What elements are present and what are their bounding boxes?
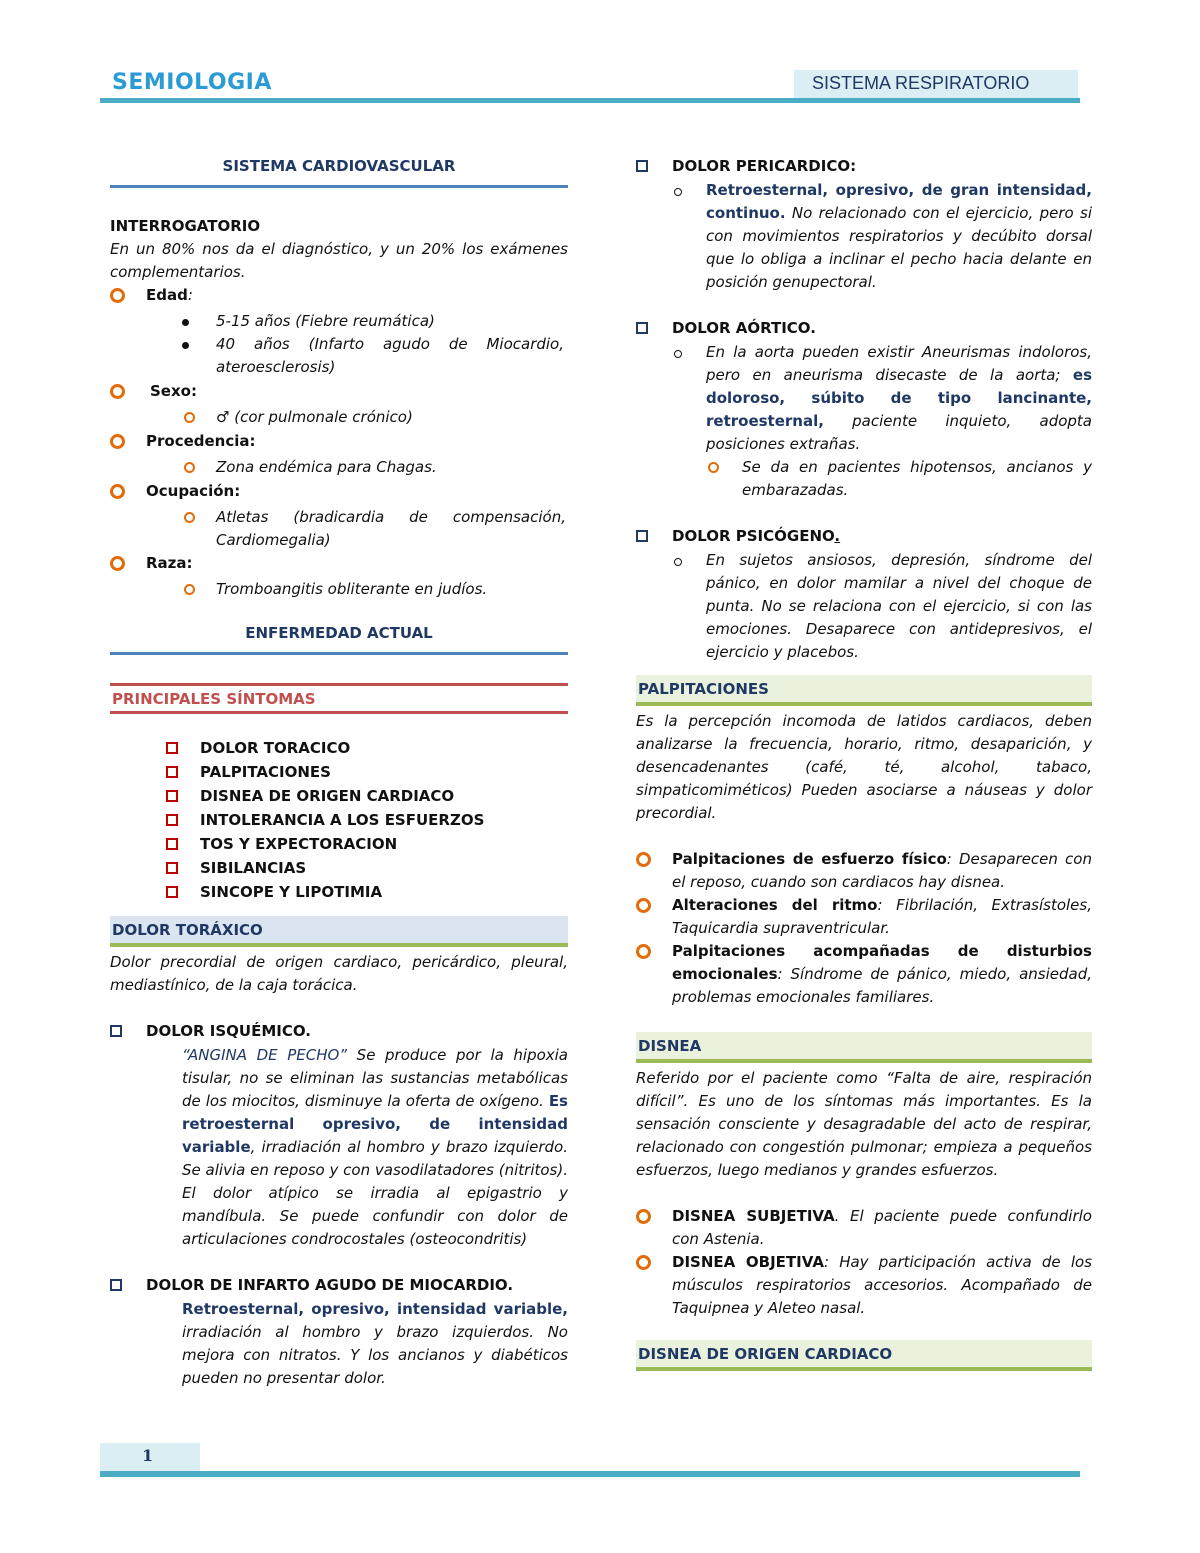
isquemico-heading-row: [110, 1020, 568, 1044]
sintoma-item: [110, 785, 568, 809]
raza-label: Raza:: [146, 554, 193, 572]
pericardico-heading: DOLOR PERICARDICO:: [672, 157, 857, 175]
infarto-heading-row: [110, 1274, 568, 1298]
disnea-item-bold: DISNEA SUBJETIVA: [672, 1207, 835, 1225]
edad-item-1: [110, 310, 568, 333]
isquemico-text-1: Se produce por la hipoxia tisular, no se eliminan las sustancias metabólicas de los miocitos, disminuye la oferta de oxígeno.: [182, 1046, 569, 1110]
disnea-item-desc: : Hay participación activa de los músculos respiratorios accesorios. Acompañado de Taquipnea y Aleteo nasal.: [672, 1253, 1092, 1317]
sintoma-item: [110, 761, 568, 785]
psicogeno-heading: [672, 525, 840, 548]
disnea-item: [636, 1251, 1092, 1320]
sintoma-item: [110, 833, 568, 857]
bullet-dot-icon: [182, 342, 189, 349]
edad-item-text: 40 años (Infarto agudo de Miocardio, ateroesclerosis): [216, 335, 564, 376]
disnea-heading: DISNEA: [636, 1032, 1092, 1059]
raza-item-text: Tromboangitis obliterante en judíos.: [216, 580, 488, 598]
disnea-item-text: [672, 1205, 1092, 1251]
page-number: 1: [142, 1446, 154, 1465]
sintoma-label: SIBILANCIAS: [200, 859, 307, 877]
pericardico-bold: Retroesternal, opresivo, de gran intensidad, continuo.: [706, 181, 1092, 222]
aortico-item: [636, 341, 1092, 456]
disnea-item: [636, 1205, 1092, 1251]
psicogeno-heading-text: DOLOR PSICÓGENO: [672, 527, 835, 545]
palp-item-bold: Alteraciones del ritmo: [672, 896, 878, 914]
aortico-sub-item: [636, 456, 1092, 502]
sintoma-label: DISNEA DE ORIGEN CARDIACO: [200, 787, 455, 805]
orange-ring-icon: [708, 462, 719, 473]
bullet-dot-icon: [182, 319, 189, 326]
infarto-text-1: irradiación al hombro y brazo izquierdos. No mejora con nitratos. Y los ancianos y diabéticos pueden no presentar dolor.: [182, 1323, 568, 1387]
checkbox-square-icon: [166, 766, 178, 778]
isquemico-heading: DOLOR ISQUÉMICO.: [146, 1022, 311, 1040]
section-title-cardiovascular: SISTEMA CARDIOVASCULAR: [222, 157, 456, 175]
footer-rule: [100, 1471, 1080, 1477]
infarto-text: [182, 1298, 568, 1390]
sexo-label: Sexo:: [150, 382, 197, 400]
orange-ring-icon: [110, 556, 125, 571]
pericardico-heading-row: [636, 155, 1092, 179]
orange-ring-icon: [110, 484, 125, 499]
sintoma-label: SINCOPE Y LIPOTIMIA: [200, 883, 383, 901]
green-rule: [636, 702, 1092, 706]
checkbox-square-icon: [110, 1279, 122, 1291]
palp-item-bold: Palpitaciones de esfuerzo físico: [672, 850, 947, 868]
orange-ring-icon: [636, 898, 651, 913]
aortico-heading: DOLOR AÓRTICO.: [672, 319, 816, 337]
sintoma-item: [110, 881, 568, 905]
palp-item-desc: : Fibrilación, Extrasístoles, Taquicardia supraventricular.: [672, 896, 1092, 937]
interrogatorio-heading: INTERROGATORIO: [110, 217, 261, 235]
procedencia-item-text: Zona endémica para Chagas.: [216, 458, 437, 476]
infarto-heading: DOLOR DE INFARTO AGUDO DE MIOCARDIO.: [146, 1276, 514, 1294]
disnea-text: Referido por el paciente como “Falta de aire, respiración difícil”. Es uno de los síntomas más importantes. Es la sensación consciente y desagradable del acto de respirar, relacionado con congestión pulmonar; empieza a pequeños esfuerzos, luego medianos y grandes esfuerzos.: [636, 1069, 1092, 1179]
checkbox-square-icon: [166, 862, 178, 874]
checkbox-square-icon: [166, 742, 178, 754]
hollow-bullet-icon: [674, 558, 682, 566]
hollow-bullet-icon: [674, 350, 682, 358]
checkbox-square-icon: [636, 322, 648, 334]
palp-item-text: [672, 940, 1092, 1009]
sexo-item-text: ♂ (cor pulmonale crónico): [216, 408, 413, 426]
palp-item-text: [672, 894, 1092, 940]
orange-ring-icon: [184, 584, 195, 595]
orange-ring-icon: [636, 1209, 651, 1224]
isquemico-bold: Es retroesternal opresivo, de intensidad variable: [182, 1092, 568, 1156]
orange-ring-icon: [184, 412, 195, 423]
palp-item-text: [672, 848, 1092, 894]
header-topic: SISTEMA RESPIRATORIO: [812, 73, 1030, 93]
aortico-sub-text: Se da en pacientes hipotensos, ancianos y embarazadas.: [742, 458, 1092, 499]
edad-item-2: [110, 333, 568, 379]
sintoma-label: PALPITACIONES: [200, 763, 331, 781]
infarto-bold: Retroesternal, opresivo, intensidad variable,: [182, 1300, 568, 1318]
sexo-item: [110, 406, 568, 430]
checkbox-square-icon: [110, 1025, 122, 1037]
checkbox-square-icon: [166, 886, 178, 898]
palp-item: [636, 940, 1092, 1009]
palp-item-desc: : Desaparecen con el reposo, cuando son cardiacos hay disnea.: [672, 850, 1092, 891]
orange-ring-icon: [636, 1255, 651, 1270]
raza-item: [110, 578, 568, 602]
dolor-toracico-text: Dolor precordial de origen cardiaco, pericárdico, pleural, mediastínico, de la caja torácica.: [110, 953, 568, 994]
sintoma-label: TOS Y EXPECTORACION: [200, 835, 398, 853]
pericardico-item: [636, 179, 1092, 294]
orange-ring-icon: [184, 512, 195, 523]
palp-item-bold: Palpitaciones acompañadas de disturbios emocionales: [672, 942, 1092, 983]
checkbox-square-icon: [166, 838, 178, 850]
psicogeno-text: En sujetos ansiosos, depresión, síndrome del pánico, en dolor mamilar a nivel del choque de punta. No se relaciona con el ejercicio, si con las emociones. Desaparece con antidepresivos, el ejercicio y placebos.: [706, 551, 1092, 661]
green-rule: [110, 943, 568, 947]
disnea-item-bold: DISNEA OBJETIVA: [672, 1253, 824, 1271]
sexo-row: [110, 380, 568, 406]
aortico-heading-row: [636, 317, 1092, 341]
palp-item: [636, 894, 1092, 940]
palp-item-desc: : Síndrome de pánico, miedo, ansiedad, problemas emocionales familiares.: [672, 965, 1092, 1006]
aortico-text: [706, 341, 1092, 456]
palp-item: [636, 848, 1092, 894]
checkbox-square-icon: [636, 160, 648, 172]
dolor-toracico-heading: DOLOR TORÁXICO: [110, 916, 568, 943]
left-column: [110, 155, 568, 1390]
palpitaciones-heading: PALPITACIONES: [636, 675, 1092, 702]
orange-ring-icon: [110, 288, 125, 303]
orange-ring-icon: [636, 852, 651, 867]
aortico-text-2: paciente inquieto, adopta posiciones extrañas.: [706, 412, 1092, 453]
isquemico-text: [182, 1044, 568, 1251]
raza-row: [110, 552, 568, 578]
procedencia-label: Procedencia:: [146, 432, 256, 450]
hollow-bullet-icon: [674, 188, 682, 196]
edad-label: Edad: [146, 286, 188, 304]
ocupacion-item-text: Atletas (bradicardia de compensación, Cardiomegalia): [216, 508, 566, 549]
aortico-text-1: En la aorta pueden existir Aneurismas indoloros, pero en aneurisma disecaste de la aorta;: [706, 343, 1092, 384]
psicogeno-heading-row: [636, 525, 1092, 549]
pericardico-text-1: No relacionado con el ejercicio, pero si con movimientos respiratorios y decúbito dorsal que lo obliga a inclinar el pecho hacia delante en posición genupectoral.: [706, 204, 1092, 291]
procedencia-item: [110, 456, 568, 480]
angina-quote: “ANGINA DE PECHO”: [182, 1046, 348, 1064]
isquemico-text-2: , irradiación al hombro y brazo izquierdo. Se alivia en reposo y con vasodilatadores (nitritos). El dolor atípico se irradia al epigastrio y mandíbula. Se puede confundir con dolor de articulaciones condrocostales (osteocondritis): [182, 1138, 568, 1248]
edad-row: [110, 284, 568, 310]
sintoma-item: [110, 737, 568, 761]
header-subject: SEMIOLOGIA: [112, 70, 272, 95]
section-title-enfermedad: ENFERMEDAD ACTUAL: [245, 624, 433, 642]
checkbox-square-icon: [166, 814, 178, 826]
disnea-item-text: [672, 1251, 1092, 1320]
ocupacion-item: [110, 506, 568, 552]
orange-ring-icon: [110, 384, 125, 399]
right-column: [636, 155, 1092, 1371]
checkbox-square-icon: [636, 530, 648, 542]
aortico-bold: es doloroso, súbito de tipo lancinante, retroesternal,: [706, 366, 1092, 430]
sintoma-item: [110, 809, 568, 833]
principales-heading: PRINCIPALES SÍNTOMAS: [112, 690, 316, 708]
ocupacion-row: [110, 480, 568, 506]
orange-ring-icon: [636, 944, 651, 959]
ocupacion-label: Ocupación:: [146, 482, 241, 500]
green-rule: [636, 1059, 1092, 1063]
psicogeno-dot: .: [834, 527, 841, 545]
sintoma-item: [110, 857, 568, 881]
disnea-item-desc: . El paciente puede confundirlo con Astenia.: [672, 1207, 1092, 1248]
edad-colon: :: [187, 286, 193, 304]
interrogatorio-text: En un 80% nos da el diagnóstico, y un 20% los exámenes complementarios.: [110, 240, 568, 281]
palpitaciones-text: Es la percepción incomoda de latidos cardiacos, deben analizarse la frecuencia, horario, ritmo, desaparición, y desencadenantes (café, té, alcohol, tabaco, simpaticomiméticos) Pueden asociarse a náuseas y dolor precordial.: [636, 712, 1092, 822]
checkbox-square-icon: [166, 790, 178, 802]
sintoma-label: DOLOR TORACICO: [200, 739, 351, 757]
header-rule: [100, 98, 1080, 103]
edad-item-text: 5-15 años (Fiebre reumática): [216, 312, 435, 330]
pericardico-text: [706, 179, 1092, 294]
sintomas-list: [110, 737, 568, 905]
procedencia-row: [110, 430, 568, 456]
orange-ring-icon: [184, 462, 195, 473]
disnea-cardiaco-heading: DISNEA DE ORIGEN CARDIACO: [636, 1340, 1092, 1367]
orange-ring-icon: [110, 434, 125, 449]
psicogeno-item: [636, 549, 1092, 664]
sintoma-label: INTOLERANCIA A LOS ESFUERZOS: [200, 811, 485, 829]
green-rule: [636, 1367, 1092, 1371]
